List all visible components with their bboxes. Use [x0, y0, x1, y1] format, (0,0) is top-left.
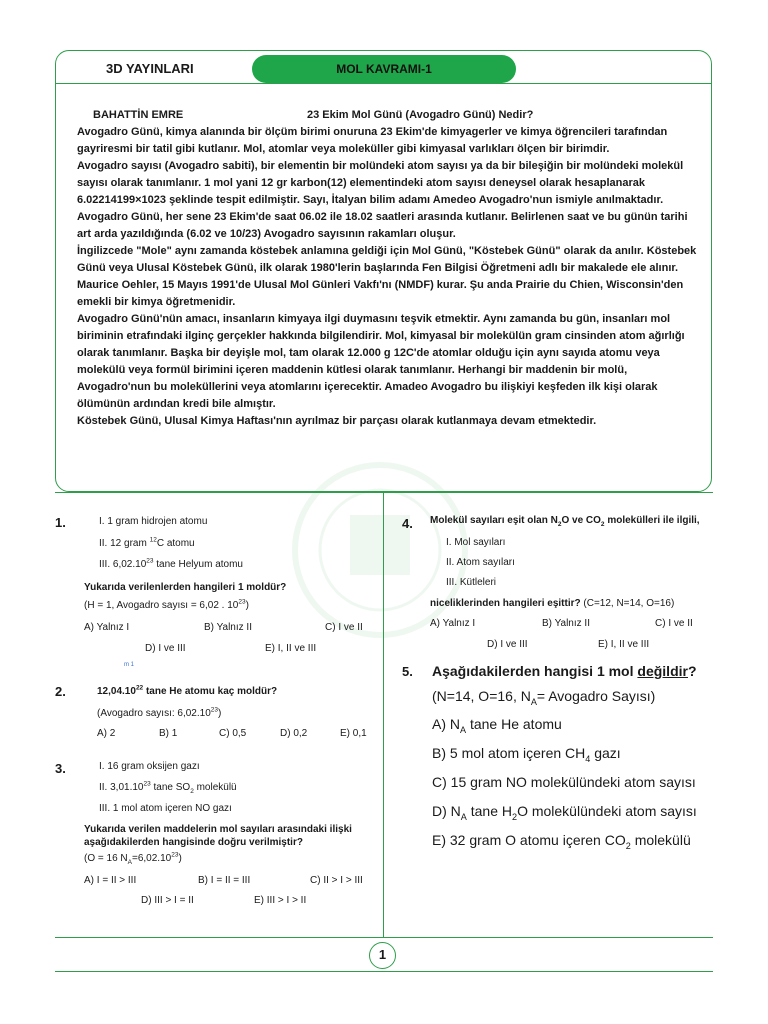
intro-paragraph: Avogadro Günü, her sene 23 Ekim'de saat 06.02 ile 18.02 saatleri arasında kutlanır. Belirlenen saat ve bu günün tarihi art arda yazıldığında (6.02 ve 10/23) Avogadro sayısının rakamları oluşur. — [77, 211, 688, 240]
q4-option-a[interactable]: A) Yalnız I — [430, 618, 476, 629]
question-2-number: 2. — [55, 684, 66, 699]
article-title: 23 Ekim Mol Günü (Avogadro Günü) Nedir? — [307, 109, 534, 121]
footer-divider-top — [55, 937, 713, 938]
q2-option-d[interactable]: D) 0,2 — [280, 728, 308, 739]
publisher-name: 3D YAYINLARI — [106, 61, 194, 76]
question-5-number: 5. — [402, 664, 413, 679]
intro-paragraph: Avogadro Günü, kimya alanında bir ölçüm birimi onuruna 23 Ekim'de kimyagerler ve kimya öğrencileri tarafından gayriresmi bir tatil gibi kutlanır. Mol, atomlar veya moleküller gibi kimyasal varlıkları ölçen bir birimdir. — [77, 126, 668, 155]
q2-given: (Avogadro sayısı: 6,02.10$^{23}$) — [97, 706, 222, 719]
q5-option-a[interactable]: A) $N_A$ tane He atomu — [432, 716, 562, 735]
q1-question: Yukarıda verilenlerden hangileri 1 moldür? — [84, 582, 287, 593]
q1-artifact: m 1 — [124, 662, 135, 668]
intro-paragraph: Avogadro sayısı (Avogadro sabiti), bir elementin bir molündeki atom sayısı ya da bir bileşiğin bir molündeki molekül sayısı olarak tanımlanır. 1 mol yani 12 gr karbon(12) elementindeki atom sayısı deneysel olarak hesaplanarak 6.02214199×1023 şeklinde tespit edilmiştir. Sayı, İtalyan bilim adamı Amedeo Avogadro'nun ismiyle anılmaktadır. — [77, 160, 684, 206]
intro-paragraph: Avogadro Günü'nün amacı, insanların kimyaya ilgi duymasını teşvik etmektir. Aynı zamanda bu gün, insanları mol biriminin etrafındaki ilginç gerçekler hakkında bilgilendirir. Mol, kimyasal bir molekülün gram cinsinden atom ağırlığı olarak tanımlanır. Başka bir deyişle mol, tam olarak 12.000 g 12C'de atomlar olduğu için aynı sayıda atomu veya molekülü veya formül birimini içeren maddenin kütlesi olarak tanımlanır. Herhangi bir maddenin bir molü, Avogadro'nun bu moleküllerini veya atomlarını içerecektir. Amadeo Avogadro bu ilişkiyi keşfeden ilk kişi olarak ölümünün ardından kredi bile almıştır. — [77, 313, 685, 410]
topic-banner: MOL KAVRAMI-1 — [252, 55, 516, 83]
q2-question: 12,04.10$^{22}$ tane He atomu kaç moldür? — [97, 684, 278, 697]
q3-option-b[interactable]: B) I = II = III — [198, 875, 251, 886]
q4-option-b[interactable]: B) Yalnız II — [542, 618, 590, 629]
q5-option-c[interactable]: C) 15 gram NO molekülündeki atom sayısı — [432, 774, 696, 790]
q1-given: (H = 1, Avogadro sayısı = 6,02 . $10^{23}$) — [84, 598, 249, 611]
q1-item-2: II. 12 gram $^{12}$C atomu — [99, 536, 195, 549]
header-divider — [56, 83, 711, 84]
q5-given: (N=14, O=16, $N_A=$ Avogadro Sayısı) — [432, 688, 656, 707]
q3-option-e[interactable]: E) III > I > II — [254, 895, 307, 906]
q1-option-a[interactable]: A) Yalnız I — [84, 622, 130, 633]
intro-article — [77, 107, 702, 430]
q3-question: Yukarıda verilen maddelerin mol sayıları arasındaki ilişki aşağıdakilerden hangisinde doğru verilmiştir? — [84, 824, 352, 848]
q2-option-b[interactable]: B) 1 — [159, 728, 178, 739]
section-divider-left — [55, 492, 383, 493]
q3-item-2: II. 3,01.10$^{23}$ tane $SO_2$ molekülü — [99, 780, 237, 795]
q2-option-c[interactable]: C) 0,5 — [219, 728, 247, 739]
intro-paragraph: İngilizcede "Mole" aynı zamanda köstebek anlamına geldiği için Mol Günü, "Köstebek Günü" olarak da anılır. Köstebek Günü veya Ulusal Köstebek Günü, ilk olarak 1980'lerin başlarında Fen Bilgisi Öğretmeni adlı bir makalede ele alınır. Maurice Oehler, 15 Mayıs 1991'de Ulusal Mol Günleri Vakfı'nı (NMDF) kurar. Şu anda Prairie du Chien, Wisconsin'den emekli bir kimya öğretmenidir. — [77, 245, 697, 308]
q4-item-1: I. Mol sayıları — [446, 537, 506, 548]
q4-item-3: III. Kütleleri — [446, 577, 497, 588]
q3-item-3: III. 1 mol atom içeren NO gazı — [99, 803, 232, 814]
q1-option-c[interactable]: C) I ve II — [325, 622, 363, 633]
q4-question: niceliklerinden hangileri eşittir? (C=12, N=14, O=16) — [430, 598, 675, 609]
q3-given: (O = 16 $N_A=6,02.10^{23}$) — [84, 851, 182, 866]
question-3-number: 3. — [55, 761, 66, 776]
q3-option-d[interactable]: D) III > I = II — [141, 895, 194, 906]
question-4-number: 4. — [402, 516, 413, 531]
q5-question: Aşağıdakilerden hangisi 1 mol değildir? — [432, 663, 697, 679]
q3-option-c[interactable]: C) II > I > III — [310, 875, 363, 886]
q2-option-e[interactable]: E) 0,1 — [340, 728, 367, 739]
q4-option-e[interactable]: E) I, II ve III — [598, 639, 650, 650]
q1-option-d[interactable]: D) I ve III — [145, 643, 186, 654]
q5-option-d[interactable]: D) $N_A$ tane $H_2O$ molekülündeki atom sayısı — [432, 803, 697, 822]
q4-item-2: II. Atom sayıları — [446, 557, 515, 568]
q5-option-e[interactable]: E) 32 gram O atomu içeren $CO_2$ molekülü — [432, 832, 691, 851]
page-number: 1 — [369, 942, 396, 969]
q2-option-a[interactable]: A) 2 — [97, 728, 116, 739]
q5-option-b[interactable]: B) 5 mol atom içeren $CH_4$ gazı — [432, 745, 621, 764]
q1-option-e[interactable]: E) I, II ve III — [265, 643, 317, 654]
column-divider — [383, 492, 384, 937]
q4-option-c[interactable]: C) I ve II — [655, 618, 693, 629]
q1-option-b[interactable]: B) Yalnız II — [204, 622, 252, 633]
intro-paragraph: Köstebek Günü, Ulusal Kimya Haftası'nın ayrılmaz bir parçası olarak kutlanmaya devam etmektedir. — [77, 415, 597, 427]
question-1-number: 1. — [55, 515, 66, 530]
q1-item-3: III. 6,02.10$^{23}$ tane Helyum atomu — [99, 557, 243, 570]
author-name: BAHATTİN EMRE — [93, 109, 184, 121]
q4-option-d[interactable]: D) I ve III — [487, 639, 528, 650]
q3-option-a[interactable]: A) I = II > III — [84, 875, 137, 886]
q4-question-stem: Molekül sayıları eşit olan $N_2O$ ve $CO_2$ molekülleri ile ilgili, — [430, 515, 700, 528]
q3-item-1: I. 16 gram oksijen gazı — [99, 761, 200, 772]
footer-divider-bottom — [55, 971, 713, 972]
q1-item-1: I. 1 gram hidrojen atomu — [99, 516, 208, 527]
section-divider-right — [383, 492, 713, 493]
